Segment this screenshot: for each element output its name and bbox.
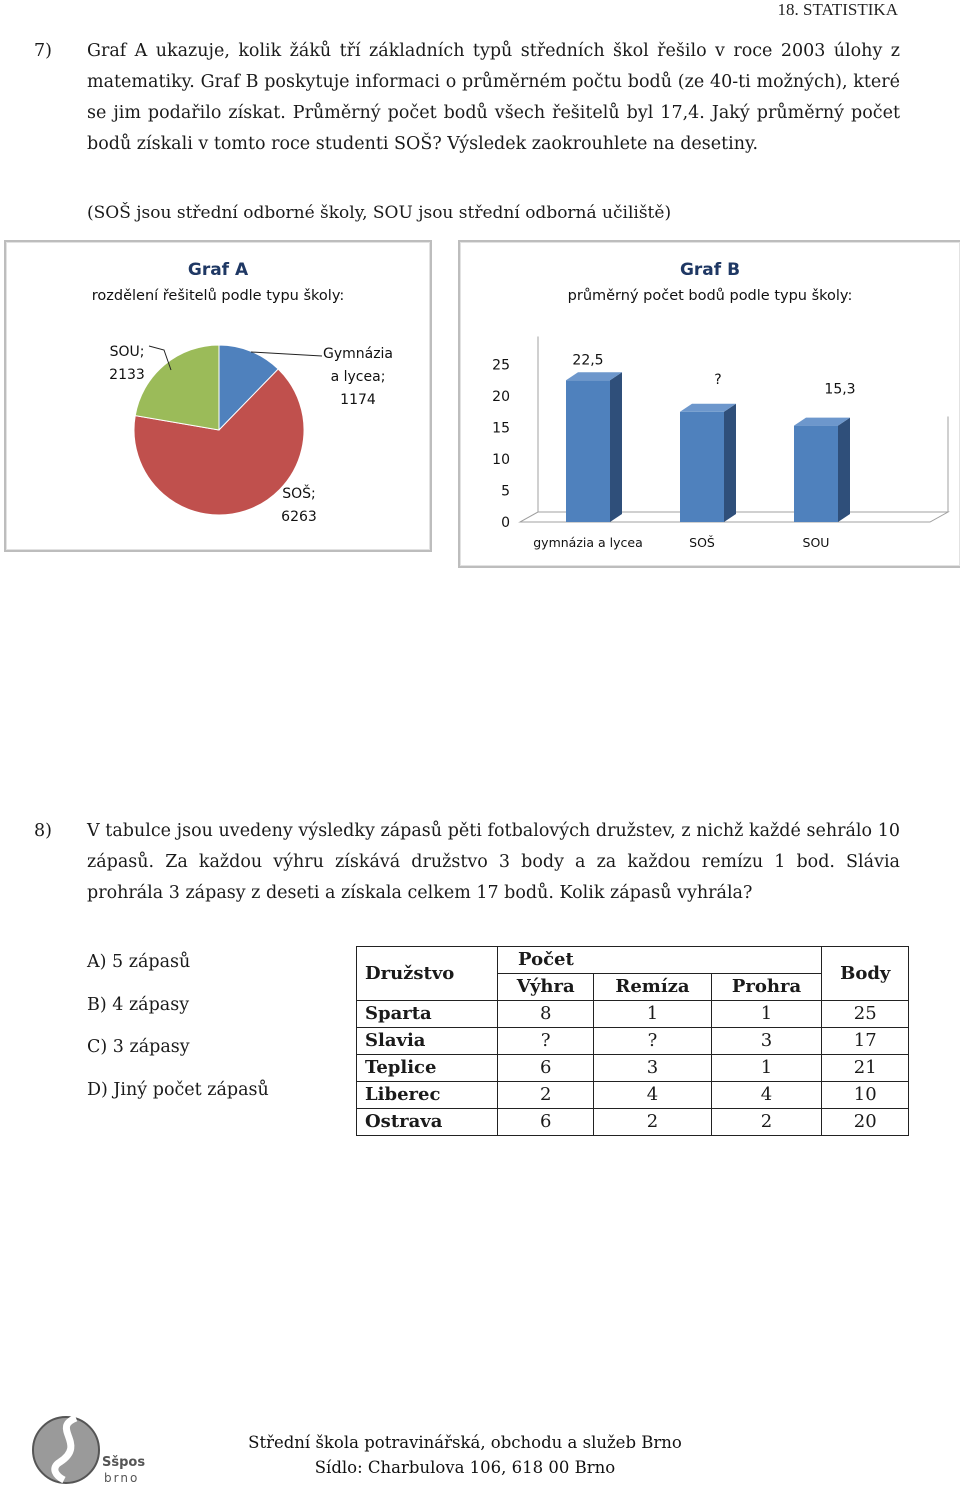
bar-data-label: 22,5 — [572, 352, 604, 369]
pie-slice-sou — [135, 345, 219, 430]
chart-a — [4, 240, 432, 552]
losses-cell: 1 — [711, 1001, 822, 1028]
y-tick-label: 25 — [492, 357, 510, 374]
bar-side — [838, 418, 850, 522]
y-tick-label: 5 — [501, 483, 510, 500]
draws-cell: 2 — [594, 1109, 711, 1136]
svg-text:Sšpos: Sšpos — [102, 1455, 146, 1470]
chart-b-title: Graf B — [679, 260, 741, 280]
table-row — [357, 1055, 909, 1082]
pie-label-gymnazia: Gymnázia a lycea; 1174 — [322, 346, 394, 408]
chart-b-subtitle: průměrný počet bodů podle typu školy: — [567, 288, 853, 304]
svg-text:brno: brno — [104, 1471, 140, 1485]
wins-cell: ? — [498, 1028, 594, 1055]
draws-cell: 1 — [594, 1001, 711, 1028]
section-label: 18. STATISTIKA — [777, 0, 898, 19]
points-cell: 21 — [822, 1055, 909, 1082]
bar-front — [566, 380, 610, 522]
x-category-label: SOU — [802, 535, 830, 550]
bar-side — [724, 404, 736, 522]
bar-side — [610, 372, 622, 522]
header-loss: Prohra — [711, 974, 822, 1001]
team-name: Sparta — [357, 1001, 498, 1028]
table-row — [357, 1028, 909, 1055]
question-number: 7) — [34, 41, 52, 61]
header-group: Počet — [498, 947, 594, 974]
team-name: Ostrava — [357, 1109, 498, 1136]
bar-front — [680, 412, 724, 522]
wins-cell: 6 — [498, 1055, 594, 1082]
pie-label-sou: SOU; 2133 — [109, 344, 145, 383]
draws-cell: ? — [594, 1028, 711, 1055]
chart-a-title: Graf A — [187, 260, 249, 280]
header-points: Body — [822, 947, 909, 1001]
option-d[interactable]: D) Jiný počet zápasů — [87, 1079, 269, 1100]
table-row — [357, 1001, 909, 1028]
points-cell: 10 — [822, 1082, 909, 1109]
y-tick-label: 15 — [492, 420, 510, 437]
chart-a-subtitle: rozdělení řešitelů podle typu školy: — [91, 288, 345, 304]
points-cell: 20 — [822, 1109, 909, 1136]
bar-data-label: ? — [714, 371, 722, 388]
draws-cell: 3 — [594, 1055, 711, 1082]
header-team: Družstvo — [357, 947, 498, 1001]
question-text: V tabulce jsou uvedeny výsledky zápasů pěti fotbalových družstev, z nichž každé sehrálo 10 zápasů. Za každou výhru získává družstvo 3 body a za každou remízu 1 bod. Slávia prohrála 3 zápasy z deseti a získala celkem 17 bodů. Kolik zápasů vyhrála? — [87, 821, 900, 903]
option-c[interactable]: C) 3 zápasy — [87, 1037, 190, 1057]
bar-chart — [460, 242, 960, 566]
wins-cell: 6 — [498, 1109, 594, 1136]
x-category-label: gymnázia a lycea — [533, 535, 643, 550]
losses-cell: 3 — [711, 1028, 822, 1055]
points-cell: 25 — [822, 1001, 909, 1028]
leader-line-gymnazia — [251, 352, 322, 356]
wins-cell: 2 — [498, 1082, 594, 1109]
question-8 — [34, 816, 900, 909]
header-spacer — [594, 947, 711, 974]
pie-label-sos: SOŠ; 6263 — [281, 486, 317, 525]
chart-back-wall — [520, 337, 538, 523]
losses-cell: 2 — [711, 1109, 822, 1136]
bar-front — [794, 426, 838, 522]
header-draw: Remíza — [594, 974, 711, 1001]
header-win: Výhra — [498, 974, 594, 1001]
table-row — [357, 1109, 909, 1136]
table-row — [357, 1082, 909, 1109]
x-category-label: SOŠ — [689, 535, 715, 550]
y-tick-label: 10 — [492, 452, 510, 468]
footer-school-name: Střední škola potravinářská, obchodu a služeb Brno — [248, 1433, 682, 1452]
points-cell: 17 — [822, 1028, 909, 1055]
question-7 — [34, 36, 900, 160]
option-b[interactable]: B) 4 zápasy — [87, 994, 190, 1015]
losses-cell: 4 — [711, 1082, 822, 1109]
option-a[interactable]: A) 5 zápasů — [87, 952, 191, 972]
answer-options — [87, 952, 269, 1122]
y-tick-label: 20 — [492, 389, 510, 405]
footer-address: Sídlo: Charbulova 106, 618 00 Brno — [314, 1458, 616, 1477]
team-name: Liberec — [357, 1082, 498, 1109]
wins-cell: 8 — [498, 1001, 594, 1028]
team-name: Slavia — [357, 1028, 498, 1055]
abbreviation-note: (SOŠ jsou střední odborné školy, SOU jsou střední odborná učiliště) — [87, 203, 672, 223]
losses-cell: 1 — [711, 1055, 822, 1082]
header-spacer — [711, 947, 822, 974]
bar-data-label: 15,3 — [824, 381, 856, 398]
question-number: 8) — [34, 821, 52, 841]
chart-b — [458, 240, 960, 568]
y-tick-label: 0 — [501, 515, 510, 531]
team-name: Teplice — [357, 1055, 498, 1082]
pie-chart — [6, 242, 430, 550]
draws-cell: 4 — [594, 1082, 711, 1109]
results-table — [356, 946, 909, 1136]
question-text: Graf A ukazuje, kolik žáků tří základních typů středních škol řešilo v roce 2003 úlohy z matematiky. Graf B poskytuje informaci o průměrném počtu bodů (ze 40-ti možných), které se jim podařilo získat. Průměrný počet bodů všech řešitelů byl 17,4. Jaký průměrný počet bodů získali v tomto roce studenti SOŠ? Výsledek zaokrouhlete na desetiny. — [87, 41, 900, 154]
